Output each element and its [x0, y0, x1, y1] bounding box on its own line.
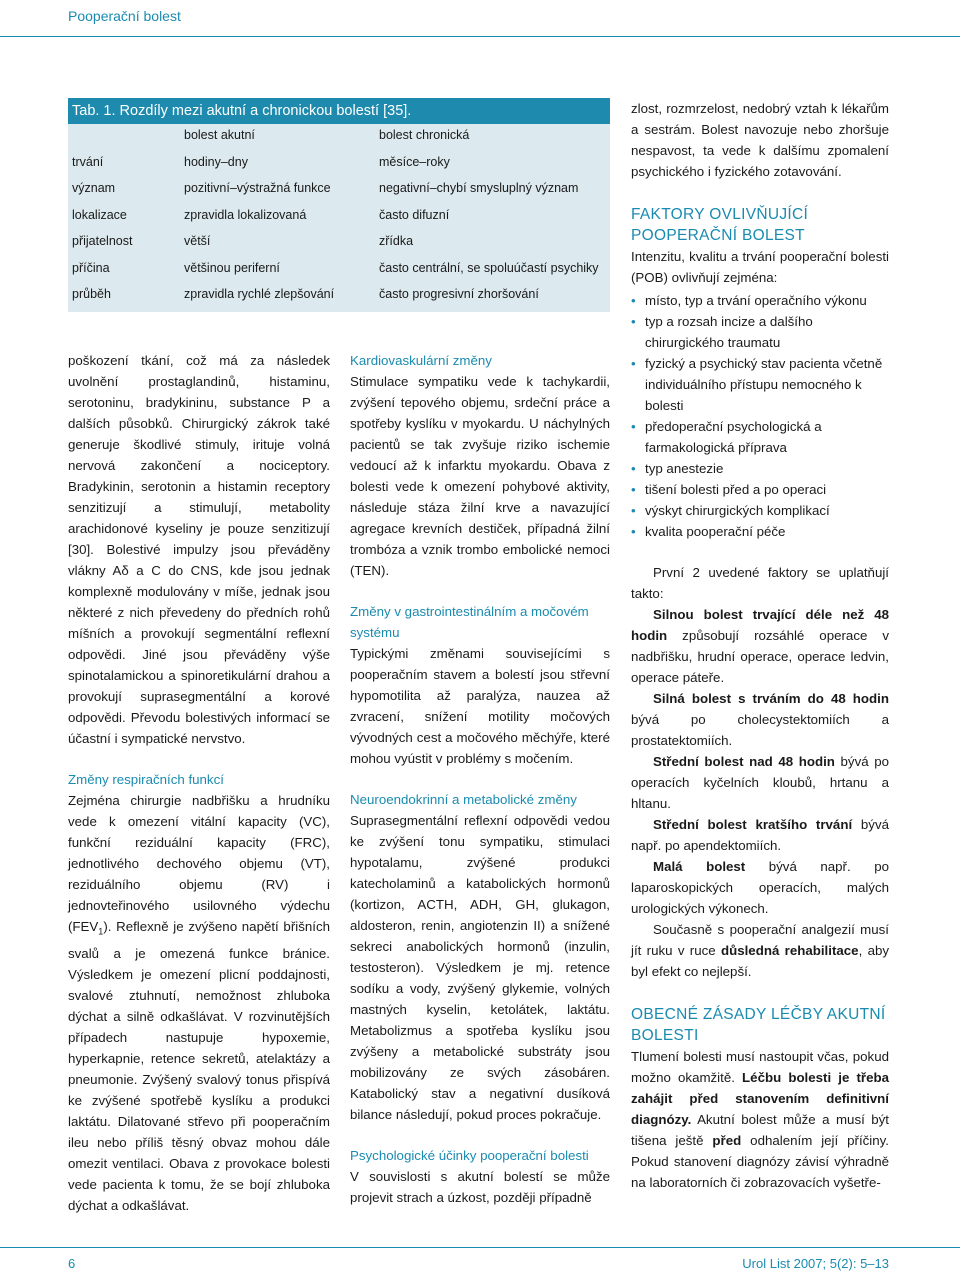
body-paragraph: Silná bolest s trváním do 48 hodin bývá po cholecystektomiích a prostatektomiích.: [631, 691, 889, 748]
cell-acute: pozitivní–výstražná funkce: [184, 181, 331, 195]
table-header-row: [68, 124, 610, 151]
section-heading-factors: FAKTORY OVLIVŇUJÍCÍ POOPERAČNÍ BOLEST: [631, 206, 809, 244]
table-row: [68, 257, 610, 284]
footer-rule: [0, 1247, 960, 1248]
table-row: [68, 204, 610, 231]
cell-chronic: často difuzní: [379, 207, 450, 222]
row-label: přijatelnost: [72, 234, 133, 248]
running-title: Pooperační bolest: [68, 8, 181, 24]
cell-chronic: zřídka: [379, 234, 414, 248]
body-paragraph: Intenzitu, kvalitu a trvání pooperační bolesti (POB) ovlivňují zejména:: [631, 249, 889, 285]
table-row: [68, 151, 610, 178]
table-row: [68, 177, 610, 204]
body-paragraph: Zejména chirurgie nadbřišku a hrudníku vede k omezení vitální kapacity (VC), funkční reziduální kapacity (FRC), jednotlivého dechového objemu (VT), reziduálního objemu (RV) i jednovteřinového usilovného výdechu $(FEV_1)$. Reflexně je zvýšeno napětí břišních svalů a je omezená funkce bránice. Výsledkem je omezení plicní poddajnosti, svalové ztuhnutí, nemožnost zhluboka dýchat a silně odkašlávat. V rozvinutějších případech nastupuje hypoxemie, hyperkapnie, retence sekretů, atelaktázy a pneumonie. Zvýšený svalový tonus přispívá ke zvýšené spotřebě kyslíku a produkci laktátu. Dilatované střevo při pooperačním ileu nebo příliš těsný obvaz mohou dále omezit ventilaci. Obava z provokace bolesti vede pacienta k tomu, že se bojí zhluboka dýchat a odkašlávat.: [68, 793, 330, 1213]
col-header-chronic: bolest chronická: [379, 128, 470, 142]
section-heading-neuro: Neuroendokrinní a metabolické změny: [350, 792, 577, 807]
factor-list: [631, 290, 889, 542]
cell-chronic: často progresivní zhoršování: [379, 287, 539, 301]
section-heading-gastro: Změny v gastrointestinálním a močovém systému: [350, 604, 589, 640]
section-heading-respiration: Změny respiračních funkcí: [68, 772, 224, 787]
body-paragraph: Typickými změnami souvisejícími s pooperačním stavem a bolestí jsou střevní hypomotilita až paralýza, nauzea až zvracení, snížení motility močových vývodných cest a močového měchýře, které mohou vyústit v problémy s močením.: [350, 646, 610, 766]
list-item: • typ anestezie: [631, 458, 889, 479]
row-label: lokalizace: [72, 207, 127, 222]
cell-acute: většinou periferní: [184, 260, 280, 275]
body-paragraph: Tlumení bolesti musí nastoupit včas, pokud možno okamžitě. Léčbu bolesti je třeba zahájit před stanovením definitivní diagnózy. Akutní bolest může a musí být tišena ještě před odhalením její příčiny. Pokud stanovení diagnózy závisí výhradně na laboratorních či zobrazovacích vyšetře-: [631, 1049, 889, 1190]
column-3: [631, 98, 889, 1193]
column-2: [350, 350, 610, 1208]
list-item: • kvalita pooperační péče: [631, 521, 889, 542]
body-paragraph: Silnou bolest trvající déle než 48 hodin způsobují rozsáhlé operace v nadbřišku, hrudní operace, operace ledvin, operace páteře.: [631, 607, 889, 685]
body-paragraph: První 2 uvedené faktory se uplatňují takto:: [631, 565, 889, 601]
row-label: trvání: [72, 154, 104, 169]
body-paragraph: Malá bolest bývá např. po laparoskopických operacích, malých urologických výkonech.: [631, 859, 889, 916]
page-number: 6: [68, 1256, 76, 1271]
journal-citation: Urol List 2007; 5(2): 5–13: [742, 1256, 889, 1271]
body-paragraph: poškození tkání, což má za následek uvolnění prostaglandinů, histaminu, serotoninu, bradykininu, substance P a dalších působků. Chirurgický zákrok také generuje škodlivé stimuly, irituje volná nervová zakončení a nociceptory. Bradykinin, serotonin a histamin receptory senzitizují a stimulují, metabolity arachidonové kyseliny je pouze senzitizují [30]. Bolestivé impulzy jsou převáděny vlákny Aδ a C do CNS, kde jsou jednak komplexně modulovány v míše, jednak jsou některé z nich převedeny do předních rohů míšních a provokují segmentální reflexní odpovědi. Jiné jsou převáděny výše spinotalamickou a spinoretikulární drahou a provokují suprasegmentální a korové odpovědi. Převodu bolestivých informací se účastní i sympatické nervstvo.: [68, 353, 330, 746]
cell-acute: zpravidla rychlé zlepšování: [184, 287, 335, 301]
cell-acute: zpravidla lokalizovaná: [184, 207, 307, 222]
cell-acute: hodiny–dny: [184, 154, 248, 169]
list-item: • typ a rozsah incize a dalšího chirurgického traumatu: [631, 311, 889, 353]
cell-acute: větší: [184, 234, 211, 248]
comparison-table: [68, 98, 610, 312]
column-1: [68, 350, 330, 1216]
row-label: význam: [72, 181, 116, 195]
list-item: • výskyt chirurgických komplikací: [631, 500, 889, 521]
list-item: • místo, typ a trvání operačního výkonu: [631, 290, 889, 311]
list-item: • předoperační psychologická a farmakologická příprava: [631, 416, 889, 458]
cell-chronic: negativní–chybí smysluplný význam: [379, 181, 579, 195]
body-paragraph: V souvislosti s akutní bolestí se může projevit strach a úzkost, později případně: [350, 1169, 610, 1205]
body-paragraph: Současně s pooperační analgezií musí jít ruku v ruce důsledná rehabilitace, aby byl efekt co nejlepší.: [631, 922, 890, 979]
section-heading-cardio: Kardiovaskulární změny: [350, 353, 492, 368]
body-paragraph: zlost, rozmrzelost, nedobrý vztah k lékařům a sestrám. Bolest navozuje nebo zhoršuje nespavost, ta vede k dalšímu zpomalení psychického i fyzického zotavování.: [631, 101, 889, 179]
body-paragraph: Suprasegmentální reflexní odpovědi vedou ke zvýšení tonu sympatiku, stimulaci hypotalamu, zvýšené produkci katecholaminů a katabolických hormonů (kortizon, ACTH, ADH, GH, glukagon, aldosteron, renin, angiotenzin II) a snížené sekreci anabolických hormonů (inzulin, testosteron). Výsledkem je mj. retence sodíku a vody, zvýšený glykemie, volných mastných kyselin, ketolátek, laktátu. Metabolizmus a spotřeba kyslíku jsou zvýšeny a metabolické substráty jsou mobilizovány ze svých zásobáren. Katabolický stav a negativní dusíková bilance následují, pokud proces pokračuje.: [350, 813, 610, 1122]
table-row: [68, 230, 610, 257]
list-item: • fyzický a psychický stav pacienta včetně individuálního přístupu nemocného k bolesti: [631, 353, 889, 416]
row-label: příčina: [72, 260, 110, 275]
section-heading-principles: OBECNÉ ZÁSADY LÉČBY AKUTNÍ BOLESTI: [631, 1006, 886, 1044]
cell-chronic: měsíce–roky: [379, 154, 450, 169]
row-label: průběh: [72, 287, 111, 301]
table-row: [68, 283, 610, 310]
cell-chronic: často centrální, se spoluúčastí psychiky: [379, 260, 599, 275]
section-heading-psych: Psychologické účinky pooperační bolesti: [350, 1148, 589, 1163]
table-caption: Tab. 1. Rozdíly mezi akutní a chronickou bolestí [35].: [68, 98, 610, 124]
body-paragraph: Stimulace sympatiku vede k tachykardii, zvýšení tepového objemu, srdeční práce a spotřeby kyslíku v myokardu. U náchylných pacientů se tak zvyšuje riziko ischemie vedoucí až k infarktu myokardu. Obava z bolesti vede k omezení pohybové aktivity, následuje stáza žilní krve a navazující agregace krevních destiček, případná žilní trombóza a vznik trombo embolické nemoci (TEN).: [350, 374, 610, 578]
col-header-acute: bolest akutní: [184, 128, 255, 142]
list-item: • tišení bolesti před a po operaci: [631, 479, 889, 500]
body-paragraph: Střední bolest kratšího trvání bývá např. po apendektomiích.: [631, 817, 889, 853]
header-rule: [0, 36, 960, 37]
body-paragraph: Střední bolest nad 48 hodin bývá po operacích kyčelních kloubů, hrtanu a hltanu.: [631, 754, 889, 811]
